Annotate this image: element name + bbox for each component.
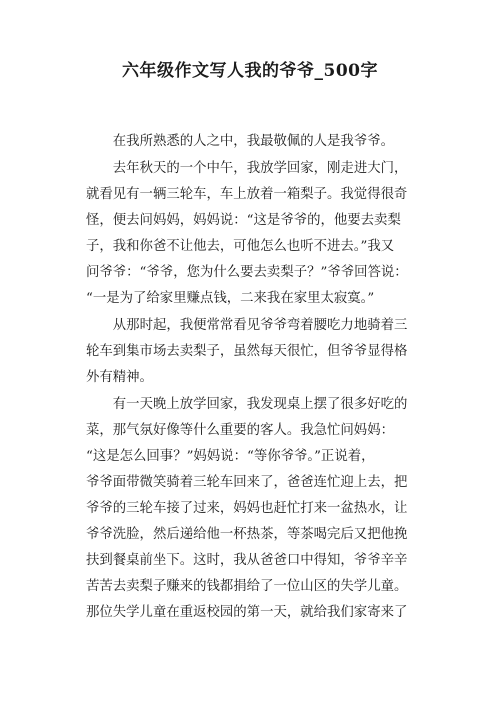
text-line: 怪，便去问妈妈，妈妈说：“这是爷爷的，他要去卖梨 [86,213,401,228]
text-line: 在我所熟悉的人之中，我最敬佩的人是我爷爷。 [112,134,394,149]
text-line: 外有精神。 [86,370,153,385]
text-line: 问爷爷：“爷爷，您为什么要去卖梨子？”爷爷回答说： [86,265,408,280]
text-line: “这是怎么回事？”妈妈说：“等你爷爷。”正说着， [86,449,375,464]
text-line: 菜，那气氛好像等什么重要的客人。我急忙问妈妈： [86,423,394,438]
text-line: 苦苦去卖梨子赚来的钱都捐给了一位山区的失学儿童。 [86,579,408,594]
paragraph-2 [86,156,414,312]
text-line: 轮车到集市场去卖梨子，虽然每天很忙，但爷爷显得格 [86,344,408,359]
text-line: 扶到餐桌前坐下。这时，我从爸爸口中得知，爷爷辛辛 [86,553,408,568]
text-line: 爷爷洗脸，然后递给他一杯热茶，等茶喝完后又把他挽 [86,527,408,542]
text-line: 从那时起，我便常常看见爷爷弯着腰吃力地骑着三 [112,318,408,333]
paragraph-1 [86,129,414,155]
text-line: 爷爷的三轮车接了过来，妈妈也赶忙打来一盆热水，让 [86,501,408,516]
text-line: 去年秋天的一个中午，我放学回家，刚走进大门， [112,161,408,176]
paragraph-3 [86,313,414,391]
text-line: 子，我和你爸不让他去，可他怎么也听不进去。”我又 [86,239,395,254]
text-line: 那位失学儿童在重返校园的第一天，就给我们家寄来了 [86,605,408,620]
text-line: “一是为了给家里赚点钱，二来我在家里太寂寞。” [86,291,375,306]
text-line: 爷爷面带微笑骑着三轮车回来了，爸爸连忙迎上去，把 [86,475,408,490]
text-line: 就看见有一辆三轮车，车上放着一箱梨子。我觉得很奇 [86,187,408,202]
document-title: 六年级作文写人我的爷爷_500字 [122,61,378,81]
text-line: 有一天晚上放学回家，我发现桌上摆了很多好吃的 [112,397,408,412]
paragraph-4 [86,392,414,626]
